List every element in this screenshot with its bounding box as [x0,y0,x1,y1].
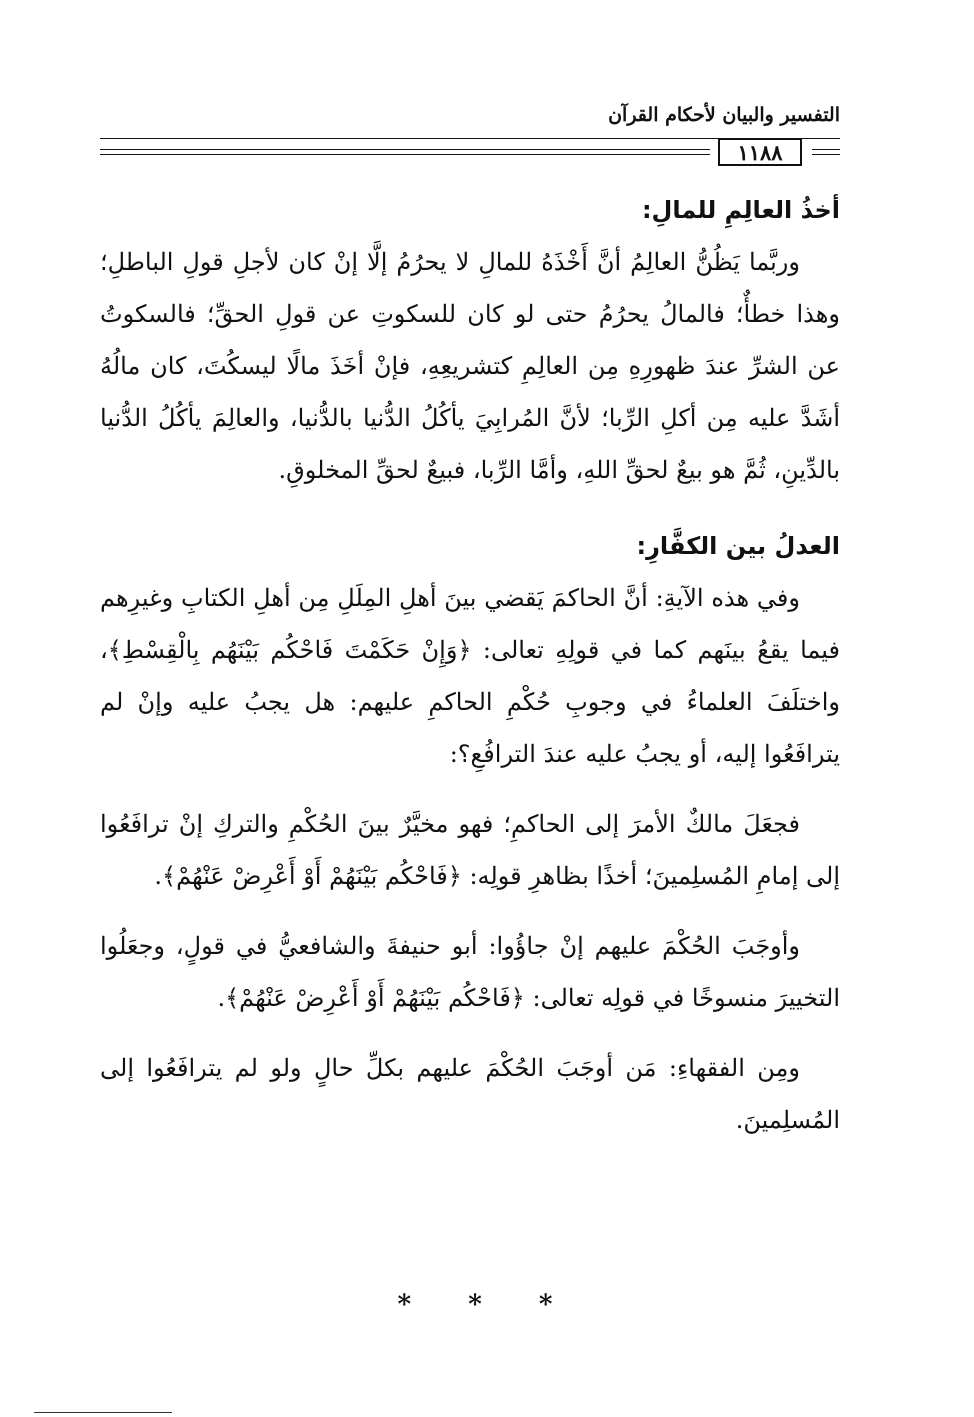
section-heading: أخذُ العالِمِ للمالِ: [641,196,840,224]
footer-rule [34,1412,172,1413]
header-double-rule-left-lower [100,154,710,155]
header-double-rule-right [812,149,840,150]
paragraph: ومِن الفقهاءِ: مَن أوجَبَ الحُكْمَ عليهم بكلِّ حالٍ ولو لم يترافَعُوا إلى المُسلِمينَ. [100,1054,840,1134]
paragraph: فجعَلَ مالكٌ الأمرَ إلى الحاكمِ؛ فهو مخيَّرٌ بينَ الحُكْمِ والتركِ إنْ ترافَعُوا إلى إمامِ المُسلِمينَ؛ أخذًا بظاهرِ قولِه: ﴿فَاحْكُم بَيْنَهُمْ أَوْ أَعْرِضْ عَنْهُمْ﴾. [100,810,840,890]
section-separator: * * * [397,1290,577,1320]
paragraph: وربَّما يَظُنُّ العالِمُ أنَّ أَخْذَهُ للمالِ لا يحرُمُ إلَّا إنْ كان لأجلِ قولِ الباطلِ؛ وهذا خطأٌ؛ فالمالُ يحرُمُ حتى لو كان للسكوتِ عن قولِ الحقِّ؛ فالسكوتُ عن الشرِّ عندَ ظهورِهِ مِن العالِمِ كتشريعِهِ، فإنْ أخَذَ مالًا ليسكُتَ، كان مالُهُ أشَدَّ عليه مِن أكلِ الرِّبا؛ لأنَّ المُرابِيَ يأكُلُ الدُّنيا بالدُّنيا، والعالِمَ يأكُلُ الدُّنيا بالدِّينِ، ثُمَّ هو بيعٌ لحقِّ اللهِ، وأمَّا الرِّبا، فبيعٌ لحقِّ المخلوقِ. [100,248,840,484]
header-double-rule-left [100,149,710,150]
page-body [100,190,840,1146]
header-double-rule-right-lower [812,154,840,155]
paragraph: وأوجَبَ الحُكْمَ عليهم إنْ جاؤُوا: أبو حنيفةَ والشافعيُّ في قولٍ، وجعَلُوا التخييرَ منسوخًا في قولِه تعالى: ﴿فَاحْكُم بَيْنَهُمْ أَوْ أَعْرِضْ عَنْهُمْ﴾. [100,932,840,1012]
section-heading: العدلُ بين الكفَّارِ: [636,532,840,560]
running-title: التفسير والبيان لأحكام القرآن [608,104,840,126]
paragraph: وفي هذه الآيةِ: أنَّ الحاكمَ يَقضي بينَ أهلِ المِلَلِ مِن أهلِ الكتابِ وغيرِهم فيما يقعُ بينَهم كما في قولِهِ تعالى: ﴿وَإِنْ حَكَمْتَ فَاحْكُم بَيْنَهُم بِالْقِسْطِ﴾، واختلَفَ العلماءُ في وجوبِ حُكْمِ الحاكمِ عليهم: هل يجبُ عليه وإنْ لم يترافَعُوا إليه، أو يجبُ عليه عندَ الترافُعِ؟: [100,584,840,768]
page-number: ١١٨٨ [718,138,802,166]
